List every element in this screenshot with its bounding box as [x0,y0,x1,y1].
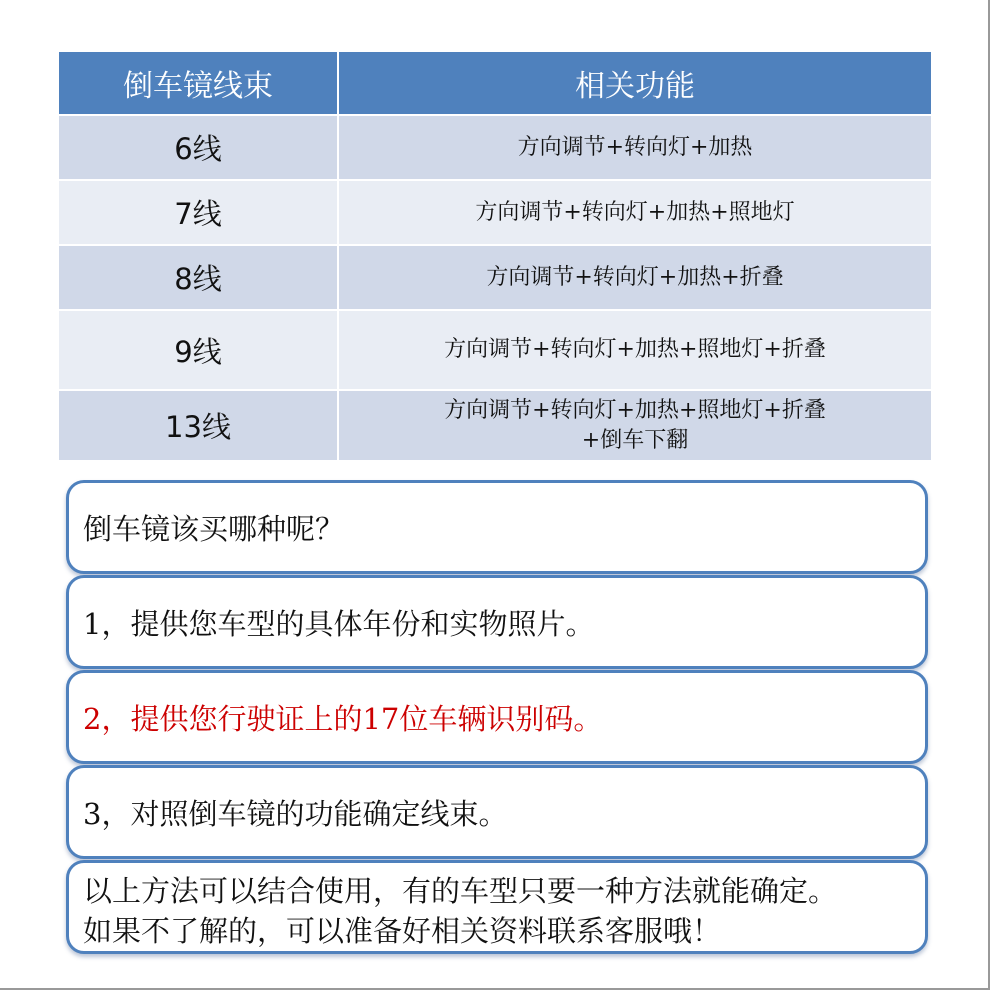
table-row [59,390,931,460]
functions-text: 方向调节+转向灯+加热+折叠 [486,264,784,290]
functions-text-continued: +倒车下翻 [581,427,689,453]
harness-cell: 13线 [59,390,338,460]
step-box-1 [66,575,928,669]
note-box [66,860,928,954]
harness-function-table [59,52,931,460]
functions-text: 方向调节+转向灯+加热+照地灯+折叠 [444,337,826,362]
functions-text: 方向调节+转向灯+加热 [517,134,753,160]
header-functions: 相关功能 [338,52,931,115]
harness-cell: 7线 [59,180,338,245]
step-box-2 [66,670,928,764]
table-row [59,180,931,245]
functions-cell [338,390,931,460]
table-row [59,115,931,180]
table-row [59,310,931,390]
functions-cell [338,245,931,310]
harness-cell: 8线 [59,245,338,310]
table-header-row [59,52,931,115]
table-row [59,245,931,310]
functions-text: 方向调节+转向灯+加热+照地灯+折叠 [444,397,826,423]
harness-cell: 6线 [59,115,338,180]
functions-cell [338,310,931,390]
note-line-2: 如果不了解的，可以准备好相关资料联系客服哦！ [83,914,722,948]
question-text: 倒车镜该买哪种呢？ [83,511,345,546]
functions-cell [338,180,931,245]
step-text-1: 1，提供您车型的具体年份和实物照片。 [83,606,595,641]
harness-cell: 9线 [59,310,338,390]
header-harness: 倒车镜线束 [59,52,338,115]
question-box [66,480,928,574]
functions-cell [338,115,931,180]
note-line-1: 以上方法可以结合使用，有的车型只要一种方法就能确定。 [83,874,838,908]
step-text-2: 2，提供您行驶证上的17位车辆识别码。 [83,701,603,736]
functions-text: 方向调节+转向灯+加热+照地灯 [475,199,795,225]
step-text-3: 3，对照倒车镜的功能确定线束。 [83,796,508,831]
step-box-3 [66,765,928,859]
